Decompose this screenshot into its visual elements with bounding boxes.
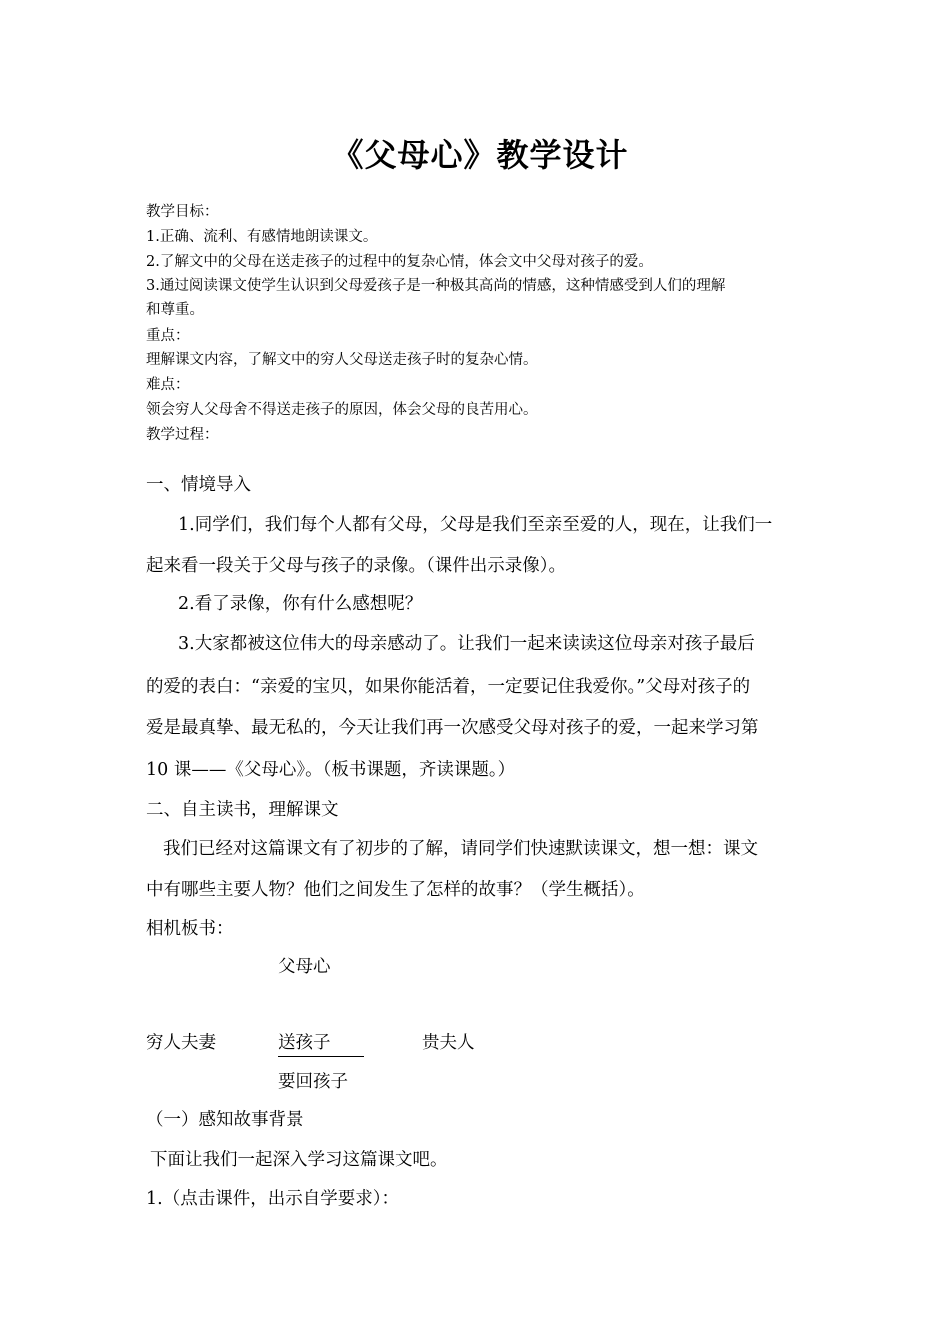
document-title: 《父母心》教学设计	[331, 136, 629, 174]
subsection1-heading: （一）感知故事背景	[146, 1110, 304, 1130]
section1-line: 3.大家都被这位伟大的母亲感动了。让我们一起来读读这位母亲对孩子最后	[178, 634, 755, 654]
board-heading: 相机板书：	[146, 919, 234, 939]
board-center-bottom: 要回孩子	[278, 1072, 348, 1092]
board-middle-label: 送孩子	[278, 1031, 364, 1057]
section1-line: 的爱的表白：“亲爱的宝贝，如果你能活着，一定要记住我爱你。”父母对孩子的	[146, 677, 751, 697]
difficulty-text: 领会穷人父母舍不得送走孩子的原因，体会父母的良苦用心。	[146, 402, 538, 418]
goal-item: 2.了解文中的父母在送走孩子的过程中的复杂心情，体会文中父母对孩子的爱。	[146, 254, 653, 270]
section1-line: 起来看一段关于父母与孩子的录像。（课件出示录像）。	[146, 556, 566, 576]
section2-line: 中有哪些主要人物？他们之间发生了怎样的故事？（学生概括）。	[146, 880, 645, 900]
subsection1-step: 1.（点击课件，出示自学要求）：	[146, 1189, 399, 1209]
key-heading: 重点：	[146, 328, 190, 344]
difficulty-heading: 难点：	[146, 377, 190, 393]
board-center-top: 父母心	[278, 957, 331, 977]
section1-line: 1.同学们，我们每个人都有父母，父母是我们至亲至爱的人，现在，让我们一	[178, 515, 773, 535]
board-right: 贵夫人	[422, 1033, 475, 1053]
board-left: 穷人夫妻	[146, 1033, 216, 1053]
key-text: 理解课文内容，了解文中的穷人父母送走孩子时的复杂心情。	[146, 352, 538, 368]
section2-line: 我们已经对这篇课文有了初步的了解，请同学们快速默读课文，想一想：课文	[163, 839, 758, 859]
goal-item: 1.正确、流利、有感情地朗读课文。	[146, 229, 378, 245]
goal-item: 和尊重。	[146, 302, 204, 318]
subsection1-text: 下面让我们一起深入学习这篇课文吧。	[150, 1150, 448, 1170]
process-heading: 教学过程：	[146, 427, 219, 443]
goal-item: 3.通过阅读课文使学生认识到父母爱孩子是一种极其高尚的情感，这种情感受到人们的理解	[146, 278, 726, 294]
goals-heading: 教学目标：	[146, 204, 219, 220]
section1-heading: 一、情境导入	[146, 475, 251, 495]
section2-heading: 二、自主读书，理解课文	[146, 800, 339, 820]
board-middle	[278, 1031, 364, 1057]
section1-line: 爱是最真挚、最无私的，今天让我们再一次感受父母对孩子的爱，一起来学习第	[146, 718, 759, 738]
section1-line: 10 课——《父母心》。（板书课题，齐读课题。）	[146, 760, 516, 780]
section1-line: 2.看了录像，你有什么感想呢？	[178, 594, 423, 614]
